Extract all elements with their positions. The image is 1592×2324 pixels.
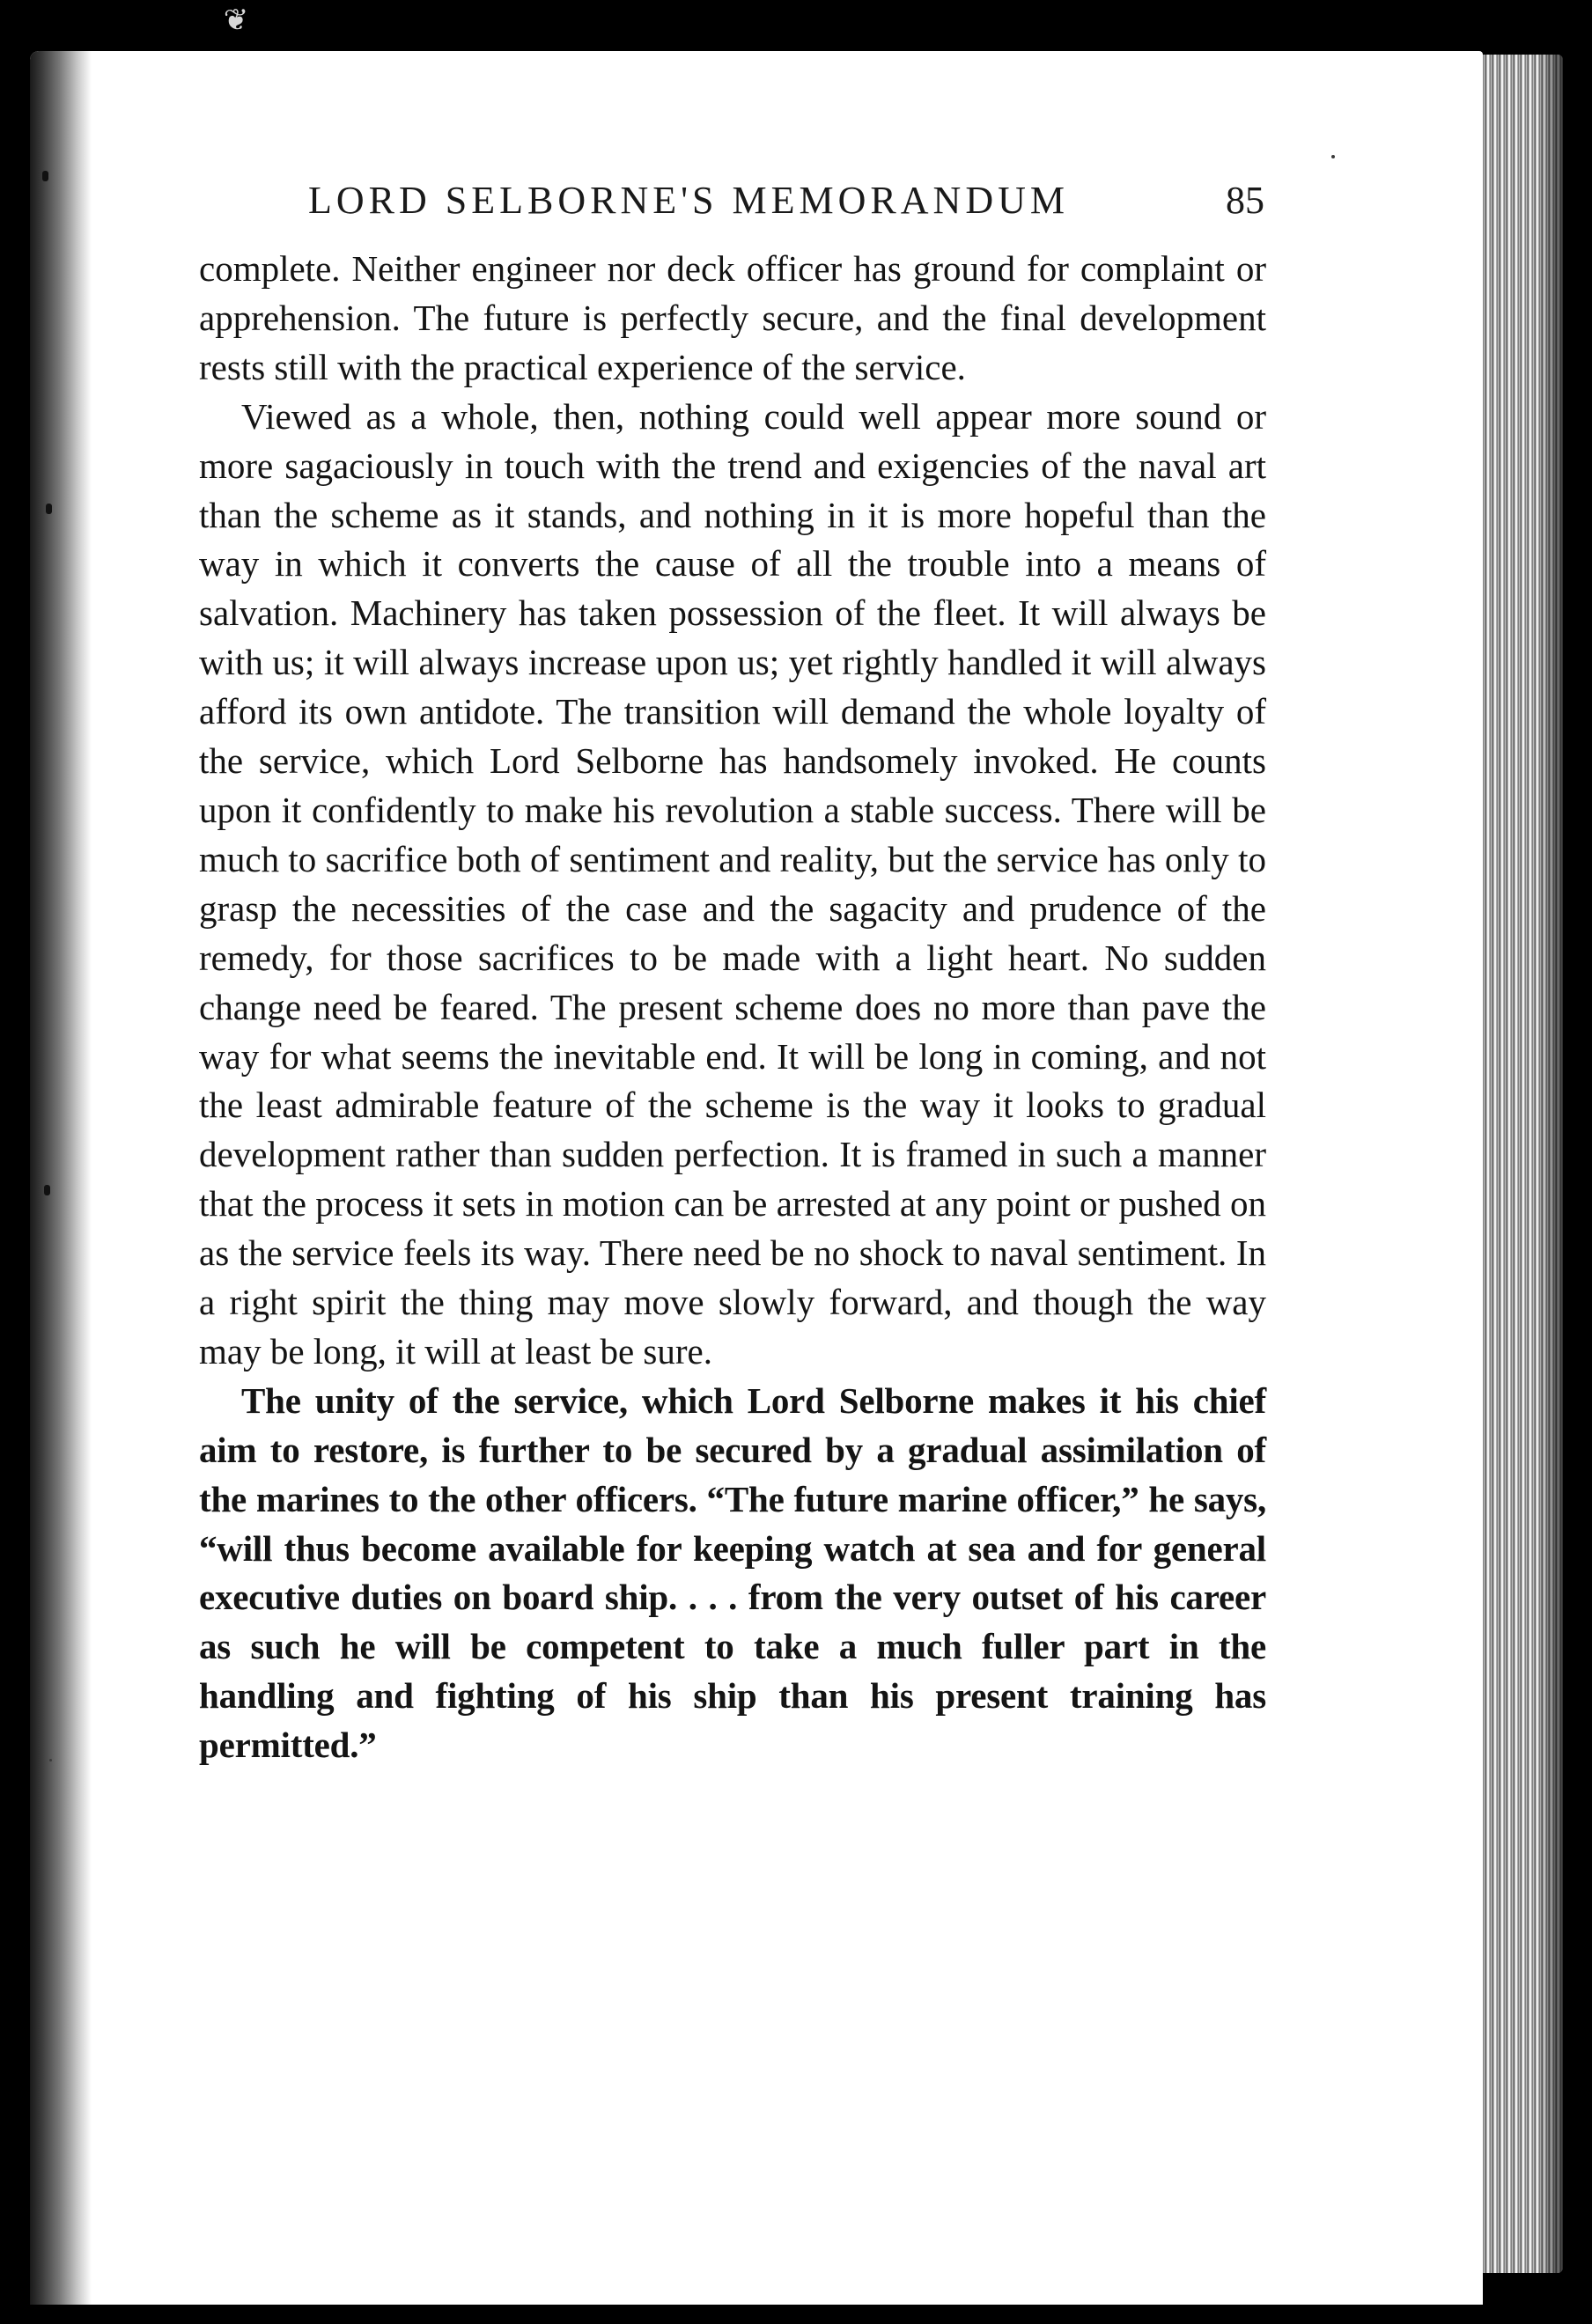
ink-speck (1331, 155, 1335, 158)
ink-speck (49, 1759, 52, 1761)
page-number: 85 (1226, 179, 1264, 222)
body-text (199, 245, 1266, 1770)
paragraph: Viewed as a whole, then, nothing could well appear more sound or more sagaciously in touch with the trend and exigencies of the naval art than the scheme as it stands, and nothing in it is more hopeful than the way in which it converts the cause of all the trouble into a means of salvation. Machinery has taken possession of the fleet. It will always be with us; it will always increase upon us; yet rightly handled it will always afford its own antidote. The transition will demand the whole loyalty of the service, which Lord Selborne has handsomely invoked. He counts upon it confidently to make his revolution a stable success. There will be much to sacrifice both of sentiment and reality, but the service has only to grasp the necessities of the case and the sagacity and prudence of the remedy, for those sacrifices to be made with a light heart. No sudden change need be feared. The present scheme does no more than pave the way for what seems the inevitable end. It will be long in coming, and not the least admirable feature of the scheme is the way it looks to gradual development rather than sudden perfection. It is framed in such a manner that the process it sets in motion can be arrested at any point or pushed on as the service feels its way. There need be no shock to naval sentiment. In a right spirit the thing may move slowly forward, and though the way may be long, it will at least be sure. (199, 395, 1266, 1372)
gutter-shadow (30, 51, 92, 2305)
page-header (308, 173, 1264, 229)
gutter-mark (46, 504, 52, 514)
running-head: LORD SELBORNE'S MEMORANDUM (308, 179, 1069, 222)
fleuron-icon: ❦ (223, 3, 249, 38)
gutter-mark (44, 1185, 50, 1195)
paragraph: The unity of the service, which Lord Selborne makes it his chief aim to restore, is further to be secured by a gradual assimilation of the marines to the other officers. “The future marine officer,” he says, “will thus become available for keeping watch at sea and for general executive duties on board ship. . . . from the very outset of his career as such he will be competent to take a much fuller part in the handling and fighting of his ship than his present training has permitted.” (199, 1379, 1266, 1766)
gutter-mark (42, 171, 48, 181)
page-edges-shadow (1537, 55, 1592, 2273)
paragraph-continuation: complete. Neither engineer nor deck officer has ground for complaint or apprehension. The future is perfectly secure, and the final development rests still with the practical experience of the service. (199, 248, 1266, 387)
